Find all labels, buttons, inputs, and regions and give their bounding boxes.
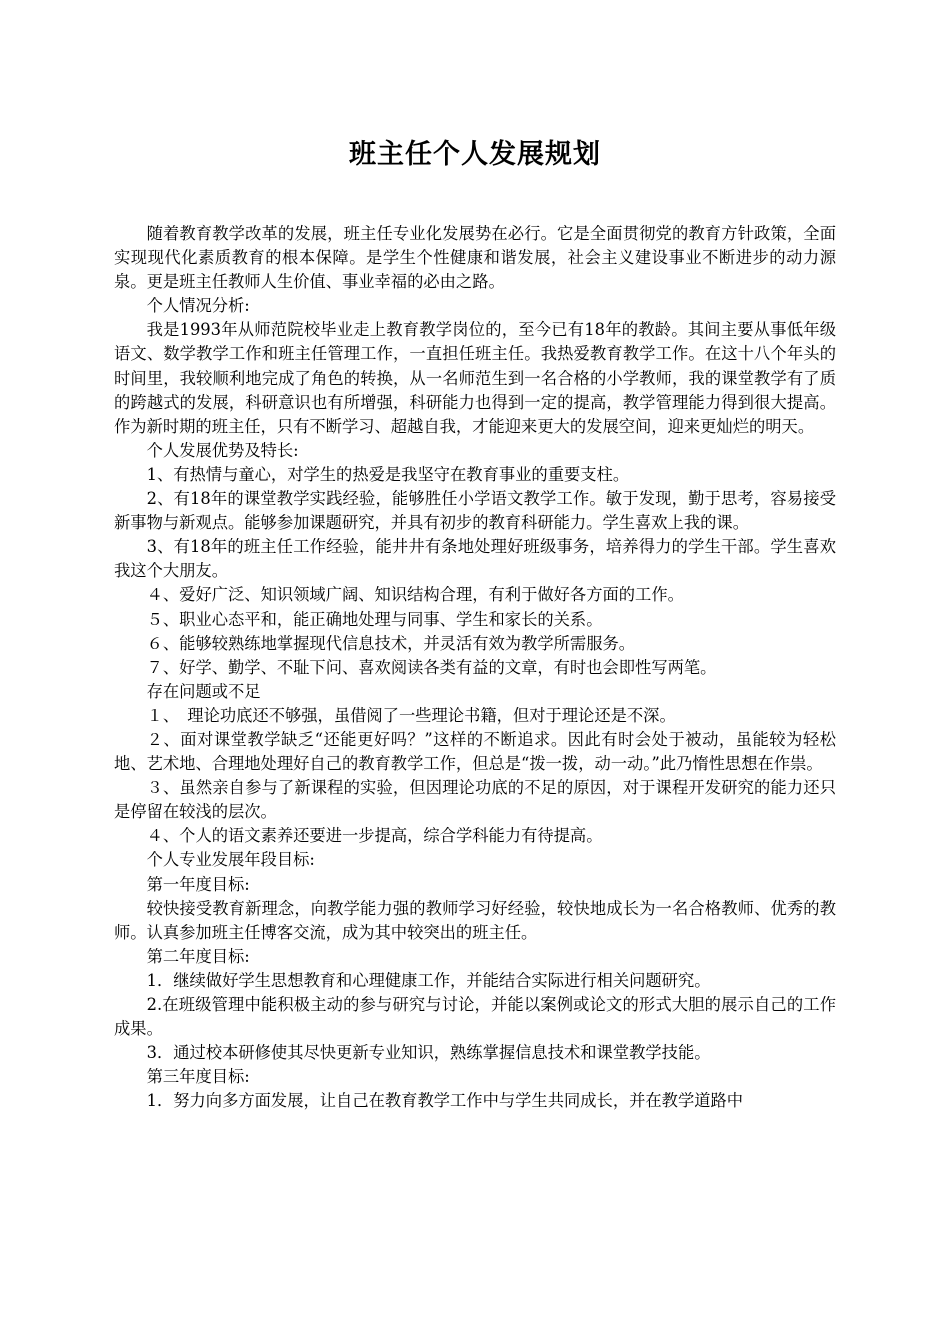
year-one-goal: 较快接受教育新理念，向教学能力强的教师学习好经验，较快地成长为一名合格教师、优秀的教师。认真参加班主任博客交流，成为其中较突出的班主任。	[114, 898, 836, 942]
year-three-goal: 1．努力向多方面发展，让自己在教育教学工作中与学生共同成长，并在教学道路中	[146, 1091, 744, 1111]
situation-paragraph: 我是1993年从师范院校毕业走上教育教学岗位的，至今已有18年的教龄。其间主要从事低年级语文、数学教学工作和班主任管理工作，一直担任班主任。我热爱教育教学工作。在这十八个年头的时间里，我较顺利地完成了角色的转换，从一名师范生到一名合格的小学教师，我的课堂教学有了质的跨越式的发展，科研意识也有所增强，科研能力也得到一定的提高，教学管理能力得到很大提高。作为新时期的班主任，只有不断学习、超越自我，才能迎来更大的发展空间，迎来更灿烂的明天。	[114, 320, 836, 436]
strength-item: 1、有热情与童心，对学生的热爱是我坚守在教育事业的重要支柱。	[146, 464, 630, 484]
problem-item: ３、虽然亲自参与了新课程的实验，但因理论功底的不足的原因，对于课程开发研究的能力还只是停留在较浅的层次。	[114, 778, 836, 822]
problem-item: ４、个人的语文素养还要进一步提高，综合学科能力有待提高。	[146, 826, 603, 846]
intro-paragraph: 随着教育教学改革的发展，班主任专业化发展势在必行。它是全面贯彻党的教育方针政策，全面实现现代化素质教育的根本保障。是学生个性健康和谐发展，社会主义建设事业不断进步的动力源泉。更是班主任教师人生价值、事业幸福的必由之路。	[114, 224, 836, 292]
year-two-goal: 3．通过校本研修使其尽快更新专业知识，熟练掌握信息技术和课堂教学技能。	[146, 1043, 711, 1063]
strength-item: ４、爱好广泛、知识领域广阔、知识结构合理，有利于做好各方面的工作。	[146, 585, 684, 605]
document-body	[114, 222, 836, 1113]
strength-item: 3、有18年的班主任工作经验，能井井有条地处理好班级事务，培养得力的学生干部。学生喜欢我这个大朋友。	[114, 537, 836, 581]
year-three-heading: 第三年度目标:	[146, 1067, 250, 1087]
section-heading-problems: 存在问题或不足	[146, 681, 261, 701]
strength-item: ６、能够较熟练地掌握现代信息技术，并灵活有效为教学所需服务。	[146, 633, 636, 653]
year-two-goal: 2.在班级管理中能积极主动的参与研究与讨论，并能以案例或论文的形式大胆的展示自己的工作成果。	[114, 995, 836, 1039]
strength-item: ７、好学、勤学、不耻下问、喜欢阅读各类有益的文章，有时也会即性写两笔。	[146, 657, 717, 677]
section-heading-situation: 个人情况分析:	[146, 296, 250, 316]
year-two-heading: 第二年度目标:	[146, 946, 250, 966]
strength-item: ５、职业心态平和，能正确地处理与同事、学生和家长的关系。	[146, 609, 603, 629]
problem-item: ２、面对课堂教学缺乏“还能更好吗？”这样的不断追求。因此有时会处于被动，虽能较为轻松地、艺术地、合理地处理好自己的教育教学工作，但总是“拨一拨，动一动。”此乃惰性思想在作祟。	[114, 729, 836, 774]
page-title: 班主任个人发展规划	[349, 139, 601, 170]
section-heading-goals: 个人专业发展年段目标:	[146, 850, 315, 870]
section-heading-strengths: 个人发展优势及特长:	[146, 440, 299, 460]
year-two-goal: 1．继续做好学生思想教育和心理健康工作，并能结合实际进行相关问题研究。	[146, 970, 711, 990]
problem-item: １、 理论功底还不够强，虽借阅了一些理论书籍，但对于理论还是不深。	[146, 705, 676, 725]
year-one-heading: 第一年度目标:	[146, 874, 250, 894]
strength-item: 2、有18年的课堂教学实践经验，能够胜任小学语文教学工作。敏于发现，勤于思考，容易接受新事物与新观点。能够参加课题研究，并具有初步的教育科研能力。学生喜欢上我的课。	[114, 489, 836, 533]
